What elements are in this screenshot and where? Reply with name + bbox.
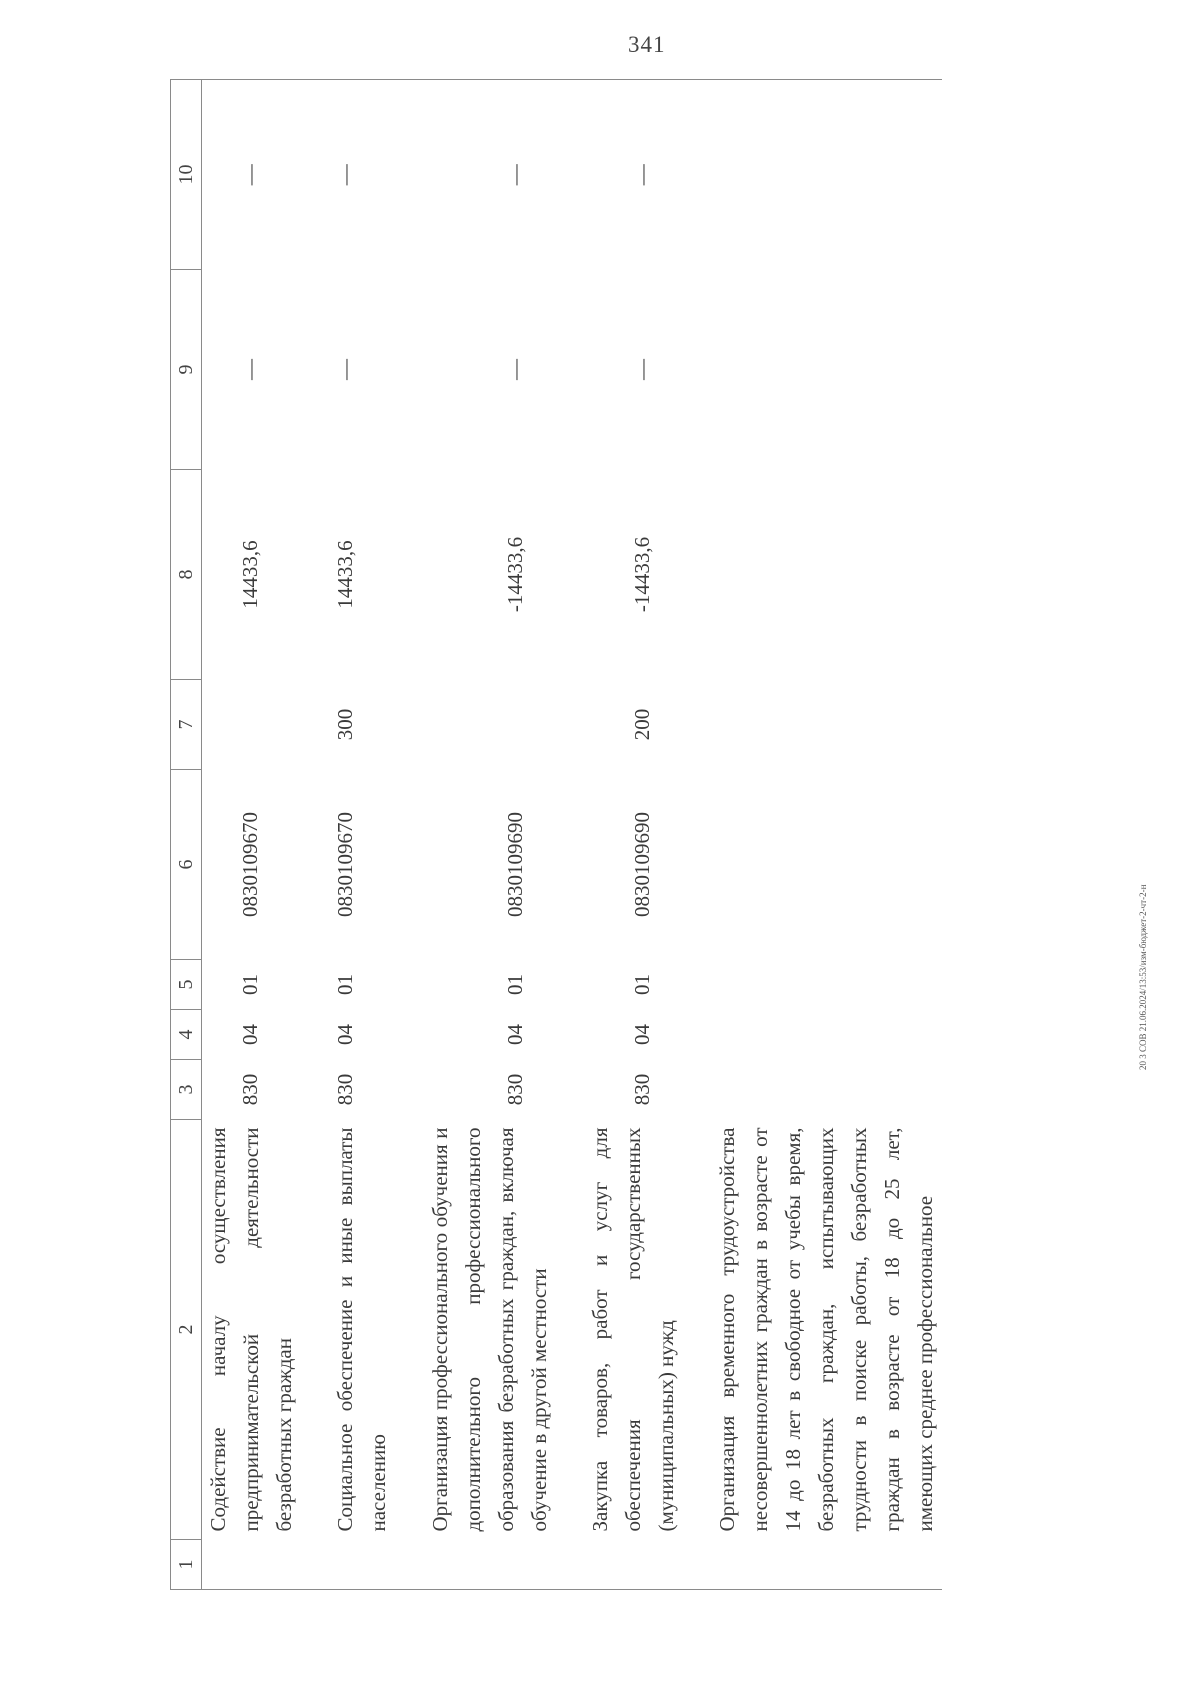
cell-target-article: 0830109690 — [630, 812, 654, 917]
cell-section-code: 04 — [333, 1024, 357, 1045]
column-header: 5 — [171, 960, 202, 1010]
cell-description: Закупка товаров, работ и услуг для обеспечения государственных (муниципальных) нужд — [588, 1127, 678, 1532]
spacer-cell — [301, 1010, 329, 1060]
cell-description: Содействие началу осуществления предпринимательской деятельности безработных граждан — [206, 1127, 296, 1532]
spacer-cell — [683, 1540, 711, 1590]
document-footer-code: 20 3 СОВ 21.06.2024/13:53/изм-бюджет-2-чт-2-н — [1138, 884, 1148, 1070]
column-header: 10 — [171, 80, 202, 270]
cell-col1 — [584, 1540, 683, 1590]
column-header: 2 — [171, 1120, 202, 1540]
cell-col10: — — [202, 80, 302, 270]
spacer-cell — [396, 1010, 424, 1060]
cell-target-article: 0830109670 — [238, 812, 262, 917]
spacer-cell — [683, 770, 711, 960]
cell-description: Социальное обеспечение и иные выплаты населению — [333, 1127, 390, 1532]
rotated-budget-table-sheet — [170, 80, 990, 1590]
cell-col1 — [202, 1540, 302, 1590]
cell-amount: 14433,6 — [333, 540, 357, 609]
spacer-cell — [301, 80, 329, 270]
cell-subsection-code — [711, 960, 942, 1010]
cell-subsection-code: 01 — [333, 974, 357, 995]
spacer-cell — [396, 270, 424, 470]
cell-amount: 14433,6 — [238, 540, 262, 609]
cell-col9: — — [333, 359, 357, 380]
spacer-cell — [396, 470, 424, 680]
cell-col9: — — [630, 359, 654, 380]
spacer-cell — [396, 680, 424, 770]
spacer-cell — [556, 470, 584, 680]
cell-col1 — [329, 1540, 396, 1590]
spacer-cell — [396, 960, 424, 1010]
spacer-cell — [556, 960, 584, 1010]
spacer-cell — [396, 1060, 424, 1120]
column-header: 3 — [171, 1060, 202, 1120]
cell-col9 — [711, 270, 942, 470]
spacer-cell — [683, 270, 711, 470]
column-header: 1 — [171, 1540, 202, 1590]
spacer-cell — [683, 1120, 711, 1540]
row-spacer — [301, 80, 329, 1590]
table-header-row — [171, 80, 202, 1590]
spacer-cell — [301, 680, 329, 770]
cell-target-article — [711, 770, 942, 960]
spacer-cell — [683, 1060, 711, 1120]
cell-col10 — [711, 80, 942, 270]
cell-col9: — — [238, 359, 262, 380]
spacer-cell — [556, 80, 584, 270]
row-spacer — [396, 80, 424, 1590]
cell-col9: — — [503, 359, 527, 380]
spacer-cell — [301, 960, 329, 1010]
cell-ministry-code: 830 — [238, 1073, 262, 1106]
spacer-cell — [683, 680, 711, 770]
spacer-cell — [556, 1120, 584, 1540]
column-header: 9 — [171, 270, 202, 470]
column-header: 4 — [171, 1010, 202, 1060]
cell-col1 — [424, 1540, 556, 1590]
cell-subsection-code: 01 — [238, 974, 262, 995]
cell-target-article: 0830109690 — [503, 812, 527, 917]
spacer-cell — [683, 1010, 711, 1060]
column-header: 8 — [171, 470, 202, 680]
spacer-cell — [683, 960, 711, 1010]
spacer-cell — [556, 1060, 584, 1120]
spacer-cell — [396, 770, 424, 960]
spacer-cell — [396, 1120, 424, 1540]
spacer-cell — [556, 1540, 584, 1590]
cell-subsection-code: 01 — [630, 974, 654, 995]
cell-section-code: 04 — [630, 1024, 654, 1045]
spacer-cell — [683, 80, 711, 270]
spacer-cell — [301, 1540, 329, 1590]
table-row — [424, 80, 556, 1590]
cell-ministry-code: 830 — [503, 1073, 527, 1106]
cell-description: Организация временного трудоустройства несовершеннолетних граждан в возрасте от 14 до 18 лет в свободное от учебы время, безработных граждан, испытывающих трудности в поиске работы, безработных граждан в возрасте от 18 до 25 лет, имеющих среднее профессиональное — [715, 1127, 937, 1532]
cell-subsection-code: 01 — [503, 974, 527, 995]
spacer-cell — [556, 1010, 584, 1060]
spacer-cell — [301, 1120, 329, 1540]
spacer-cell — [556, 770, 584, 960]
cell-expense-type — [202, 680, 302, 770]
table-row — [202, 80, 302, 1590]
cell-expense-type: 200 — [630, 708, 654, 741]
cell-col10: — — [424, 80, 556, 270]
cell-expense-type — [711, 680, 942, 770]
cell-description: Организация профессионального обучения и дополнительного профессионального образования безработных граждан, включая обучение в другой местности — [428, 1127, 551, 1532]
page-number: 341 — [628, 32, 666, 57]
spacer-cell — [396, 1540, 424, 1590]
cell-section-code: 04 — [238, 1024, 262, 1045]
cell-col10: — — [329, 80, 396, 270]
table-row — [329, 80, 396, 1590]
spacer-cell — [396, 80, 424, 270]
column-header: 7 — [171, 680, 202, 770]
cell-ministry-code — [711, 1060, 942, 1120]
table-row — [711, 80, 942, 1590]
cell-amount: -14433,6 — [630, 536, 654, 613]
cell-section-code — [711, 1010, 942, 1060]
cell-col1 — [711, 1540, 942, 1590]
cell-amount: -14433,6 — [503, 536, 527, 613]
cell-expense-type — [424, 680, 556, 770]
table-row — [584, 80, 683, 1590]
cell-amount — [711, 470, 942, 680]
spacer-cell — [301, 1060, 329, 1120]
cell-section-code: 04 — [503, 1024, 527, 1045]
row-spacer — [556, 80, 584, 1590]
cell-expense-type: 300 — [333, 708, 357, 741]
spacer-cell — [301, 770, 329, 960]
spacer-cell — [556, 270, 584, 470]
row-spacer — [683, 80, 711, 1590]
cell-ministry-code: 830 — [630, 1073, 654, 1106]
spacer-cell — [556, 680, 584, 770]
cell-ministry-code: 830 — [333, 1073, 357, 1106]
spacer-cell — [301, 270, 329, 470]
spacer-cell — [301, 470, 329, 680]
cell-target-article: 0830109670 — [333, 812, 357, 917]
budget-table — [170, 79, 942, 1590]
cell-col10: — — [584, 80, 683, 270]
spacer-cell — [683, 470, 711, 680]
column-header: 6 — [171, 770, 202, 960]
